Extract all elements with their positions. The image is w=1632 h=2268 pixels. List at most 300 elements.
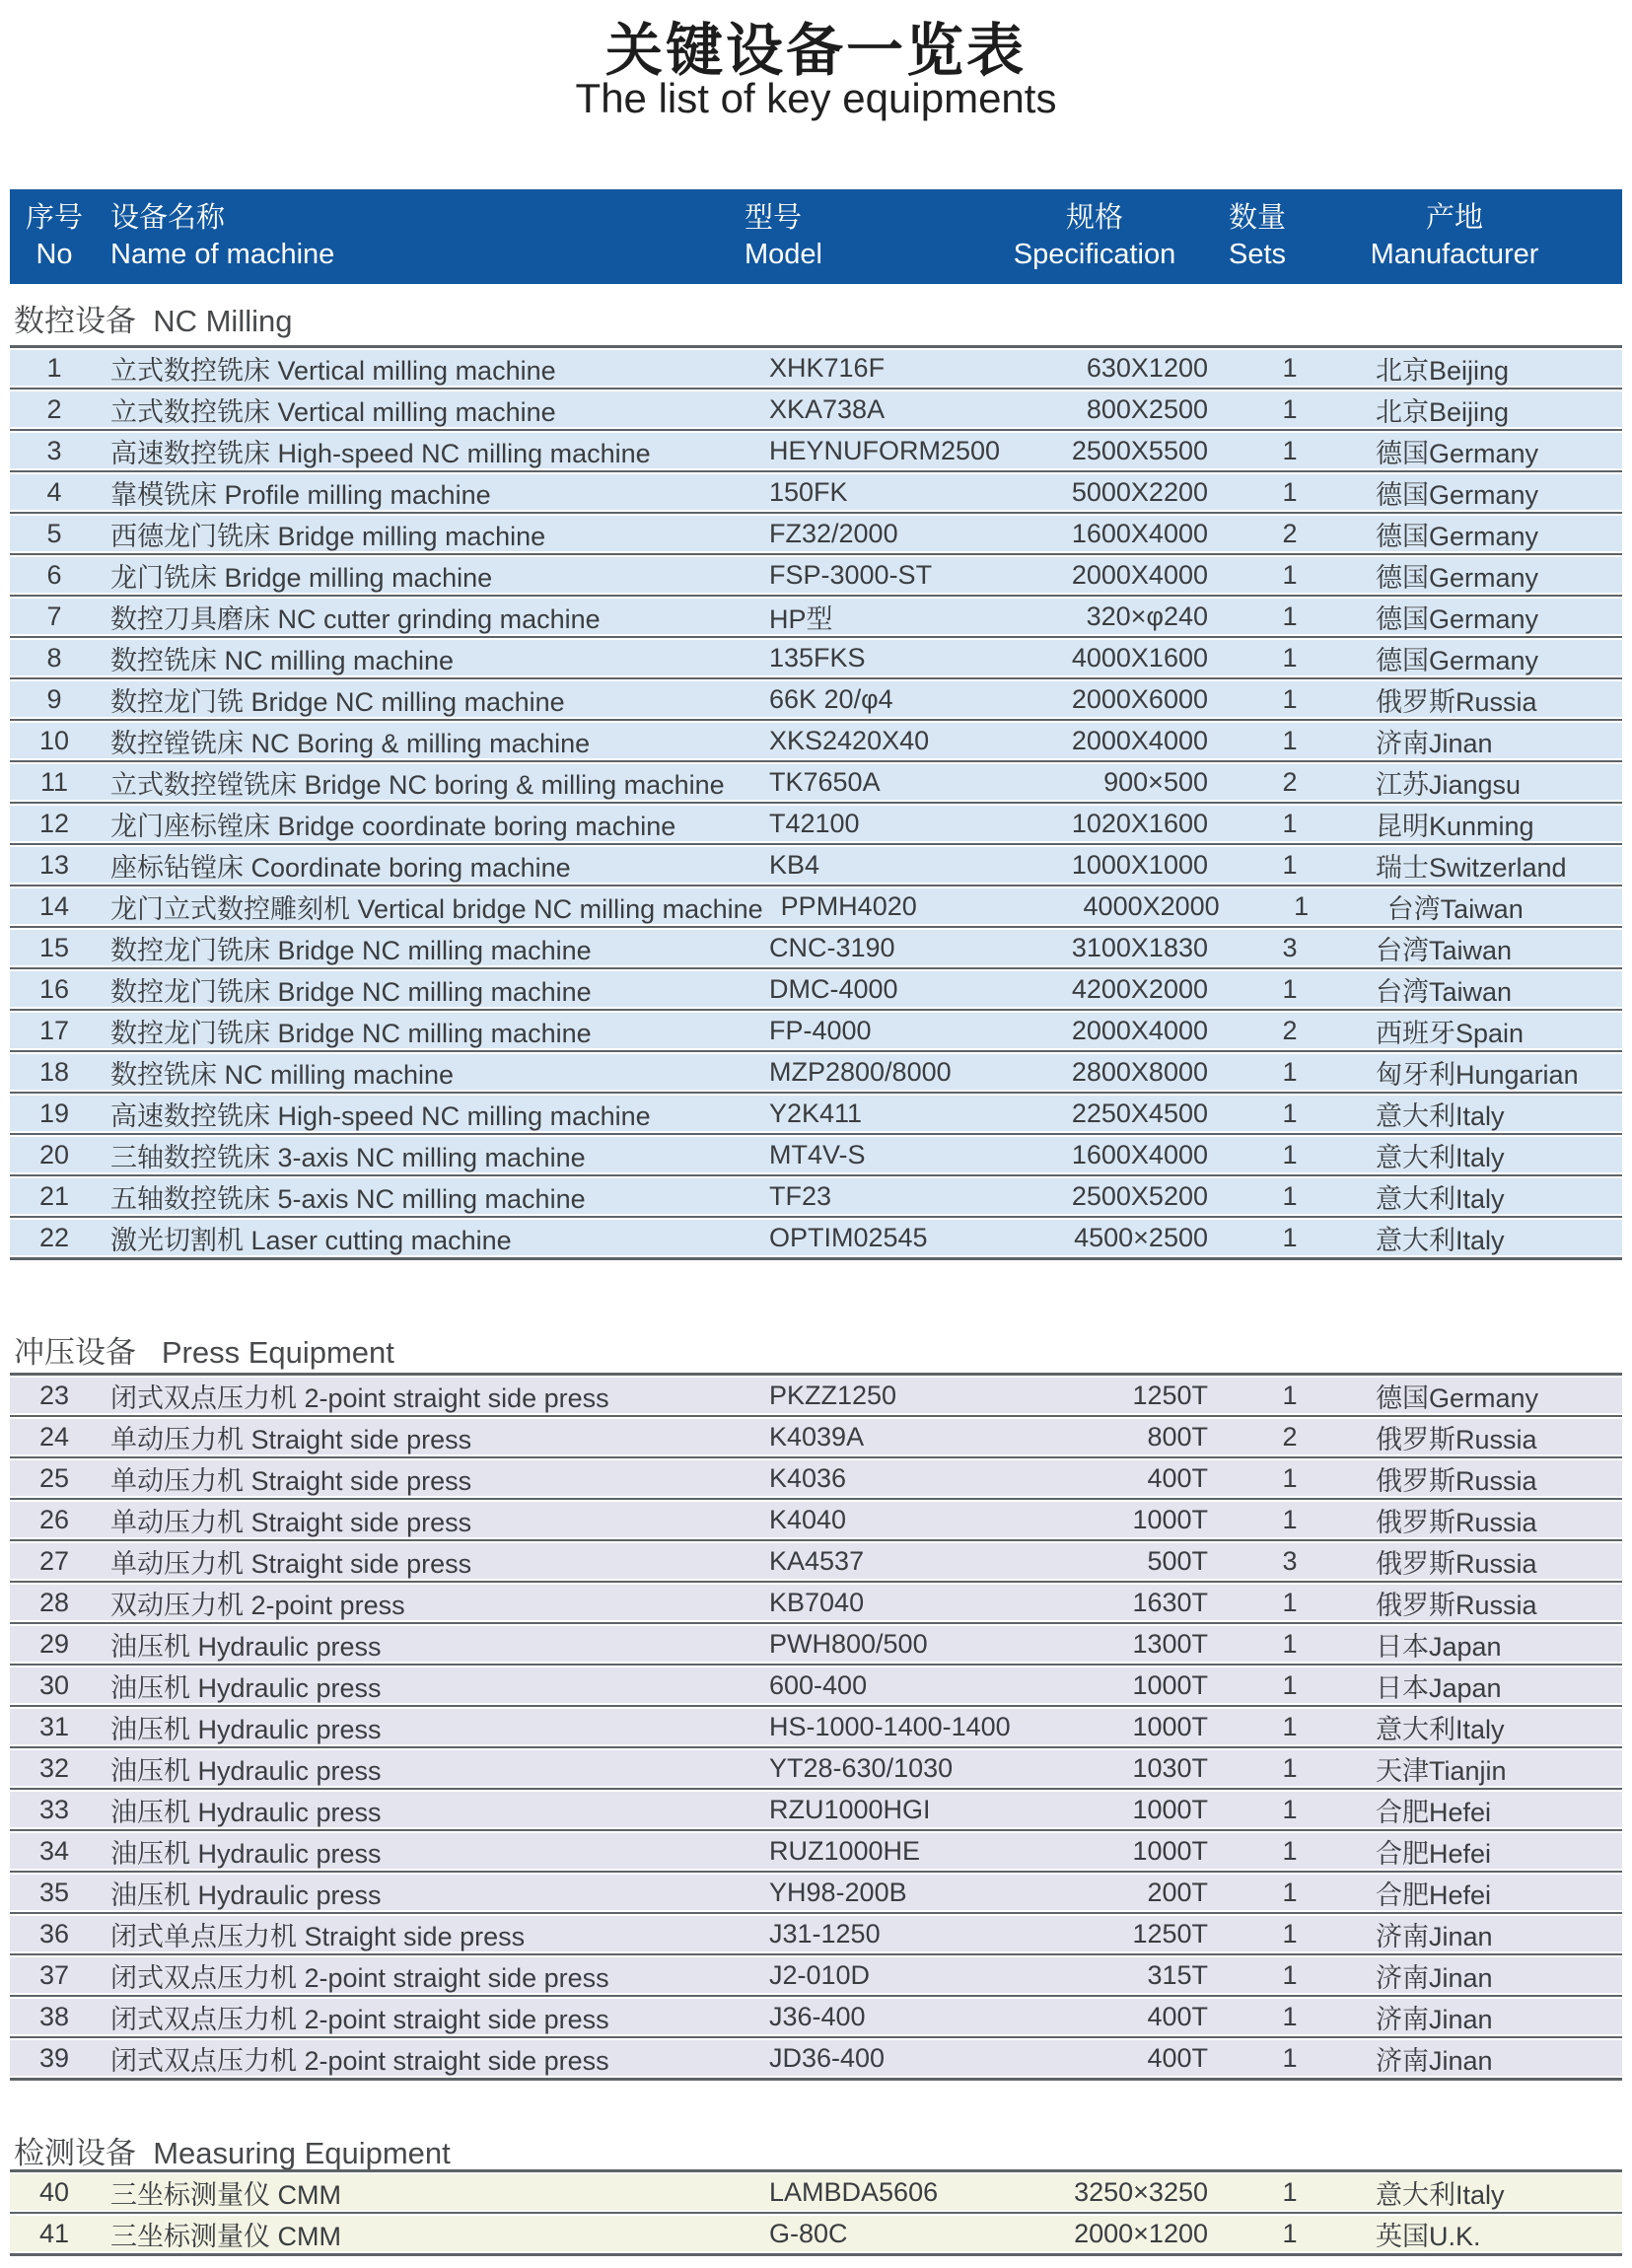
cell-spec: 1250T [1132,1380,1208,1410]
cell-model: KB7040 [769,1587,865,1617]
cell-name: 闭式双点压力机 2-point straight side press [110,2045,609,2076]
table-row [10,350,1622,386]
cell-name: 数控龙门铣床 Bridge NC milling machine [110,976,592,1007]
cell-name: 油压机 Hydraulic press [110,1672,382,1703]
cell-origin: 意大利Italy [1376,1225,1505,1255]
cell-sets: 1 [1282,2001,1298,2031]
cell-name: 闭式单点压力机 Straight side press [110,1921,526,1951]
table-row [10,1709,1622,1744]
cell-origin: 意大利Italy [1376,1100,1505,1131]
cell-model: FSP-3000-ST [769,559,933,590]
cell-sets: 1 [1282,1504,1298,1534]
cell-spec: 4000X2000 [1083,890,1220,921]
cell-sets: 1 [1282,1462,1298,1493]
cell-name: 座标钻镗床 Coordinate boring machine [110,852,571,883]
cell-sets: 1 [1282,1628,1298,1659]
cell-sets: 1 [1282,1752,1298,1783]
cell-spec: 1600X4000 [1071,518,1208,548]
cell-model: Y2K411 [769,1098,863,1128]
cell-no: 3 [46,435,62,465]
cell-no: 10 [38,725,70,755]
cell-sets: 3 [1282,1545,1298,1576]
cell-spec: 4000X1600 [1071,642,1208,673]
cell-no: 28 [38,1587,70,1617]
cell-origin: 济南Jinan [1376,1962,1493,1993]
cell-name: 激光切割机 Laser cutting machine [110,1225,512,1255]
table-row [10,557,1622,593]
cell-model: HP型 [769,603,833,634]
cell-model: G-80C [769,2218,848,2248]
cell-model: K4036 [769,1462,847,1493]
table-row [10,1419,1622,1454]
header-col-name-en: Name of machine [110,239,335,270]
cell-sets: 1 [1282,2042,1298,2073]
cell-no: 40 [38,2176,70,2207]
table-row [10,1585,1622,1620]
cell-name: 闭式双点压力机 2-point straight side press [110,2004,609,2034]
cell-sets: 1 [1282,1711,1298,1741]
cell-model: FZ32/2000 [769,518,898,548]
cell-name: 立式数控镗铣床 Bridge NC boring & milling machine [110,769,725,800]
table-row [10,723,1622,758]
cell-origin: 合肥Hefei [1376,1797,1492,1827]
cell-model: DMC-4000 [769,973,898,1004]
cell-name: 油压机 Hydraulic press [110,1755,382,1786]
section-label: 数控设备 NC Milling [14,304,293,338]
cell-model: CNC-3190 [769,932,895,962]
cell-origin: 意大利Italy [1376,2179,1505,2210]
header-col-name [99,189,727,284]
cell-origin: 意大利Italy [1376,1142,1505,1172]
cell-name: 单动压力机 Straight side press [110,1424,472,1454]
cell-sets: 1 [1282,1794,1298,1824]
cell-spec: 200T [1147,1877,1208,1907]
table-row [10,1543,1622,1579]
table-row [10,2174,1622,2210]
cell-spec: 1000T [1132,1711,1208,1741]
cell-spec: 2000X4000 [1071,559,1208,590]
cell-name: 龙门立式数控雕刻机 Vertical bridge NC milling machine [110,893,763,924]
table-row [10,1220,1622,1255]
cell-spec: 2000×1200 [1074,2218,1208,2248]
cell-origin: 台湾Taiwan [1386,893,1524,924]
cell-origin: 俄罗斯Russia [1376,686,1537,717]
cell-sets: 1 [1282,1835,1298,1866]
header-col-sets [1183,189,1331,284]
cell-name: 龙门铣床 Bridge milling machine [110,562,493,593]
table-row [10,847,1622,883]
cell-no: 29 [38,1628,70,1659]
cell-model: PPMH4020 [780,890,917,921]
cell-origin: 天津Tianjin [1376,1755,1507,1786]
cell-name: 高速数控铣床 High-speed NC milling machine [110,1100,651,1131]
cell-origin: 德国Germany [1376,479,1539,510]
cell-origin: 德国Germany [1376,562,1539,593]
table-row [10,1667,1622,1703]
table-row [10,1013,1622,1048]
cell-model: 600-400 [769,1669,868,1700]
section-label: 检测设备 Measuring Equipment [14,2136,451,2170]
cell-no: 4 [46,476,62,507]
table-header [10,189,1622,284]
cell-name: 闭式双点压力机 2-point straight side press [110,1962,609,1993]
cell-origin: 昆明Kunming [1376,811,1534,841]
cell-no: 41 [38,2218,70,2248]
cell-no: 23 [38,1380,70,1410]
cell-no: 17 [38,1015,70,1045]
header-col-no [10,189,99,284]
cell-origin: 西班牙Spain [1376,1018,1525,1048]
cell-no: 6 [46,559,62,590]
cell-spec: 1600X4000 [1071,1139,1208,1169]
cell-model: XKS2420X40 [769,725,930,755]
cell-sets: 2 [1282,1421,1298,1452]
equipment-table [10,2169,1622,2256]
table-row [10,1792,1622,1827]
cell-name: 油压机 Hydraulic press [110,1631,382,1662]
cell-origin: 英国U.K. [1376,2221,1481,2251]
equipment-table [10,1373,1622,2081]
cell-spec: 4200X2000 [1071,973,1208,1004]
cell-origin: 台湾Taiwan [1376,976,1513,1007]
header-col-model [727,189,1006,284]
cell-spec: 1000T [1132,1794,1208,1824]
cell-sets: 1 [1282,849,1298,880]
cell-sets: 1 [1282,1056,1298,1087]
cell-sets: 1 [1282,642,1298,673]
table-row [10,1096,1622,1131]
cell-sets: 1 [1282,435,1298,465]
cell-no: 9 [46,683,62,714]
table-row [10,1178,1622,1214]
cell-name: 闭式双点压力机 2-point straight side press [110,1382,609,1413]
cell-spec: 1000T [1132,1669,1208,1700]
table-row [10,2216,1622,2251]
cell-model: J36-400 [769,2001,866,2031]
cell-spec: 400T [1147,2042,1208,2073]
cell-sets: 1 [1294,890,1310,921]
cell-name: 数控镗铣床 NC Boring & milling machine [110,728,591,758]
cell-model: OPTIM02545 [769,1222,928,1252]
table-row [10,474,1622,510]
cell-name: 单动压力机 Straight side press [110,1548,472,1579]
equipment-table [10,345,1622,1260]
cell-spec: 2000X4000 [1071,725,1208,755]
cell-origin: 俄罗斯Russia [1376,1548,1537,1579]
cell-model: 150FK [769,476,848,507]
cell-name: 油压机 Hydraulic press [110,1714,382,1744]
cell-spec: 1030T [1132,1752,1208,1783]
cell-origin: 日本Japan [1376,1672,1502,1703]
cell-spec: 1020X1600 [1071,808,1208,838]
cell-spec: 1000X1000 [1071,849,1208,880]
cell-model: YT28-630/1030 [769,1752,954,1783]
table-row [10,2040,1622,2076]
cell-model: T42100 [769,808,860,838]
table-row [10,1502,1622,1537]
cell-spec: 2500X5200 [1071,1180,1208,1211]
cell-model: RZU1000HGI [769,1794,931,1824]
cell-model: MT4V-S [769,1139,866,1169]
cell-spec: 2500X5500 [1071,435,1208,465]
cell-spec: 3250×3250 [1074,2176,1208,2207]
cell-no: 26 [38,1504,70,1534]
table-row [10,681,1622,717]
cell-spec: 1000T [1132,1504,1208,1534]
cell-origin: 俄罗斯Russia [1376,1424,1537,1454]
cell-model: HEYNUFORM2500 [769,435,1001,465]
cell-spec: 400T [1147,1462,1208,1493]
cell-no: 5 [46,518,62,548]
cell-spec: 1300T [1132,1628,1208,1659]
cell-origin: 北京Beijing [1376,396,1510,427]
cell-sets: 1 [1282,1180,1298,1211]
section-label: 冲压设备 Press Equipment [14,1335,394,1370]
cell-no: 12 [38,808,70,838]
cell-spec: 900×500 [1103,766,1208,797]
cell-name: 龙门座标镗床 Bridge coordinate boring machine [110,811,676,841]
header-col-origin [1331,189,1622,284]
cell-spec: 400T [1147,2001,1208,2031]
page-title: 关键设备一览表 [604,19,1027,83]
cell-origin: 匈牙利Hungarian [1376,1059,1579,1090]
cell-spec: 1250T [1132,1918,1208,1949]
cell-sets: 1 [1282,1877,1298,1907]
cell-no: 39 [38,2042,70,2073]
cell-model: LAMBDA5606 [769,2176,939,2207]
cell-no: 30 [38,1669,70,1700]
cell-model: MZP2800/8000 [769,1056,952,1087]
cell-spec: 2000X4000 [1071,1015,1208,1045]
cell-spec: 2000X6000 [1071,683,1208,714]
table-row [10,1137,1622,1172]
cell-name: 五轴数控铣床 5-axis NC milling machine [110,1183,586,1214]
header-col-sets-zh: 数量 [1228,202,1286,234]
cell-name: 油压机 Hydraulic press [110,1838,382,1869]
cell-model: XKA738A [769,393,886,424]
cell-no: 15 [38,932,70,962]
cell-no: 18 [38,1056,70,1087]
cell-spec: 800X2500 [1086,393,1208,424]
cell-no: 33 [38,1794,70,1824]
cell-model: KA4537 [769,1545,865,1576]
header-col-name-zh: 设备名称 [110,202,226,234]
cell-sets: 1 [1282,1587,1298,1617]
cell-no: 11 [39,766,69,797]
cell-model: K4040 [769,1504,847,1534]
cell-sets: 1 [1282,559,1298,590]
cell-sets: 1 [1282,725,1298,755]
cell-spec: 3100X1830 [1071,932,1208,962]
cell-no: 21 [38,1180,70,1211]
cell-model: HS-1000-1400-1400 [769,1711,1011,1741]
header-col-origin-en: Manufacturer [1370,239,1539,270]
header-col-model-zh: 型号 [745,202,803,234]
cell-origin: 日本Japan [1376,1631,1502,1662]
header-col-spec-en: Specification [1013,239,1176,270]
cell-model: J31-1250 [769,1918,881,1949]
cell-name: 数控刀具磨床 NC cutter grinding machine [110,603,601,634]
page-subtitle: The list of key equipments [575,75,1057,121]
cell-model: XHK716F [769,352,886,383]
header-col-spec-zh: 规格 [1065,202,1123,234]
cell-no: 36 [38,1918,70,1949]
cell-origin: 济南Jinan [1376,2045,1493,2076]
cell-origin: 济南Jinan [1376,1921,1493,1951]
cell-no: 22 [38,1222,70,1252]
cell-spec: 315T [1147,1959,1208,1990]
cell-sets: 1 [1282,393,1298,424]
cell-sets: 1 [1282,352,1298,383]
table-row [10,1916,1622,1951]
cell-spec: 630X1200 [1086,352,1208,383]
table-row [10,888,1622,924]
cell-no: 34 [38,1835,70,1866]
table-row [10,1626,1622,1662]
cell-name: 高速数控铣床 High-speed NC milling machine [110,438,651,468]
cell-no: 14 [38,890,70,921]
cell-model: TK7650A [769,766,881,797]
cell-no: 25 [38,1462,70,1493]
cell-spec: 500T [1147,1545,1208,1576]
cell-sets: 1 [1282,601,1298,631]
cell-name: 三轴数控铣床 3-axis NC milling machine [110,1142,586,1172]
cell-origin: 合肥Hefei [1376,1838,1492,1869]
cell-no: 38 [38,2001,70,2031]
header-col-origin-zh: 产地 [1425,202,1483,234]
cell-model: J2-010D [769,1959,871,1990]
table-row [10,806,1622,841]
table-row [10,1054,1622,1090]
cell-origin: 德国Germany [1376,1382,1539,1413]
cell-origin: 俄罗斯Russia [1376,1507,1537,1537]
cell-model: JD36-400 [769,2042,886,2073]
cell-sets: 1 [1282,1380,1298,1410]
header-col-spec [1006,189,1183,284]
cell-name: 立式数控铣床 Vertical milling machine [110,355,556,386]
table-row [10,1999,1622,2034]
cell-spec: 4500×2500 [1074,1222,1208,1252]
cell-model: KB4 [769,849,820,880]
cell-no: 19 [38,1098,70,1128]
cell-no: 16 [38,973,70,1004]
cell-model: 135FKS [769,642,866,673]
cell-name: 数控铣床 NC milling machine [110,645,455,675]
cell-no: 32 [38,1752,70,1783]
cell-name: 立式数控铣床 Vertical milling machine [110,396,556,427]
cell-sets: 2 [1282,766,1298,797]
cell-spec: 5000X2200 [1071,476,1208,507]
cell-name: 油压机 Hydraulic press [110,1879,382,1910]
cell-model: 66K 20/φ4 [769,683,893,714]
cell-name: 三坐标测量仪 CMM [110,2179,341,2210]
cell-name: 三坐标测量仪 CMM [110,2221,341,2251]
table-row [10,640,1622,675]
cell-name: 双动压力机 2-point press [110,1590,405,1620]
cell-no: 31 [38,1711,70,1741]
cell-sets: 1 [1282,476,1298,507]
cell-sets: 2 [1282,1015,1298,1045]
cell-origin: 北京Beijing [1376,355,1510,386]
cell-sets: 1 [1282,683,1298,714]
header-col-no-zh: 序号 [25,202,83,234]
cell-name: 靠模铣床 Profile milling machine [110,479,491,510]
cell-origin: 济南Jinan [1376,2004,1493,2034]
cell-sets: 1 [1282,1139,1298,1169]
table-row [10,1833,1622,1869]
cell-name: 西德龙门铣床 Bridge milling machine [110,521,546,551]
cell-origin: 德国Germany [1376,438,1539,468]
cell-sets: 1 [1282,2218,1298,2248]
header-col-sets-en: Sets [1228,239,1287,270]
cell-origin: 德国Germany [1376,603,1539,634]
cell-no: 1 [46,352,62,383]
cell-sets: 1 [1282,808,1298,838]
cell-origin: 德国Germany [1376,645,1539,675]
table-row [10,599,1622,634]
cell-no: 13 [38,849,70,880]
cell-sets: 1 [1282,1918,1298,1949]
cell-origin: 俄罗斯Russia [1376,1465,1537,1496]
cell-name: 单动压力机 Straight side press [110,1465,472,1496]
cell-name: 数控龙门铣床 Bridge NC milling machine [110,935,592,965]
table-row [10,1875,1622,1910]
cell-model: FP-4000 [769,1015,872,1045]
cell-origin: 瑞士Switzerland [1376,852,1567,883]
cell-model: K4039A [769,1421,865,1452]
cell-no: 8 [46,642,62,673]
cell-model: RUZ1000HE [769,1835,921,1866]
cell-name: 数控龙门铣床 Bridge NC milling machine [110,1018,592,1048]
table-row [10,516,1622,551]
cell-name: 数控龙门铣 Bridge NC milling machine [110,686,565,717]
table-row [10,1957,1622,1993]
table-row [10,764,1622,800]
cell-sets: 1 [1282,2176,1298,2207]
cell-spec: 800T [1147,1421,1208,1452]
table-row [10,391,1622,427]
cell-spec: 2800X8000 [1071,1056,1208,1087]
cell-origin: 德国Germany [1376,521,1539,551]
table-row [10,930,1622,965]
cell-sets: 1 [1282,1222,1298,1252]
table-row [10,433,1622,468]
cell-origin: 俄罗斯Russia [1376,1590,1537,1620]
cell-spec: 320×φ240 [1086,601,1208,631]
cell-name: 数控铣床 NC milling machine [110,1059,455,1090]
cell-origin: 台湾Taiwan [1376,935,1513,965]
cell-sets: 1 [1282,973,1298,1004]
cell-sets: 3 [1282,932,1298,962]
cell-sets: 2 [1282,518,1298,548]
cell-no: 37 [38,1959,70,1990]
cell-model: TF23 [769,1180,832,1211]
cell-origin: 江苏Jiangsu [1376,769,1522,800]
cell-origin: 济南Jinan [1376,728,1493,758]
cell-origin: 意大利Italy [1376,1714,1505,1744]
table-row [10,1750,1622,1786]
header-col-model-en: Model [745,239,822,270]
cell-name: 油压机 Hydraulic press [110,1797,382,1827]
cell-sets: 1 [1282,1098,1298,1128]
cell-model: YH98-200B [769,1877,907,1907]
table-row [10,971,1622,1007]
cell-spec: 1630T [1132,1587,1208,1617]
cell-origin: 意大利Italy [1376,1183,1505,1214]
cell-model: PWH800/500 [769,1628,928,1659]
cell-no: 2 [46,393,62,424]
table-row [10,1378,1622,1413]
